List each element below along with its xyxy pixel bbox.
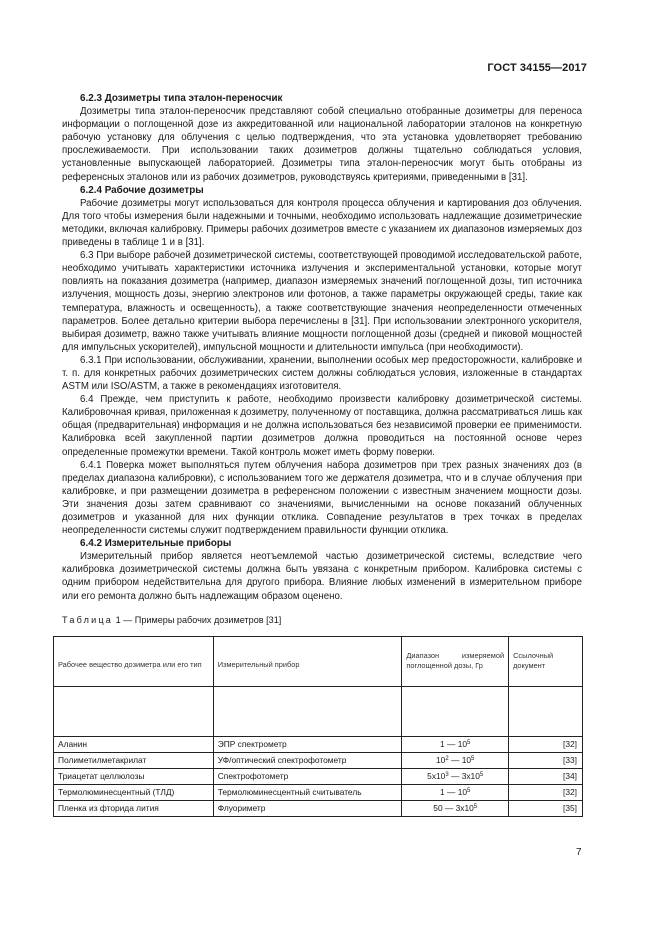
table-row (54, 736, 583, 752)
cell-dose-range: 1 — $10^5$ (402, 784, 509, 800)
paragraph-6-2-4: Рабочие дозиметры могут использоваться для контроля процесса облучения и картирования доз облучения. Для того чтобы измерения были надежными и точными, необходимо использовать надлежащие дозиметрические методики, включая калибровку. Примеры рабочих дозиметров вместе с указанием их диапазонов измеряемых доз приведены в таблице 1 и в [31]. (62, 197, 582, 249)
cell-instrument: Спектрофотометр (213, 768, 402, 784)
section-heading-6-2-4: 6.2.4 Рабочие дозиметры (80, 184, 204, 196)
paragraph-6-4-2: Измерительный прибор является неотъемлемой частью дозиметрической системы, вследствие чего калибровка дозиметрической системы должна быть увязана с конкретным прибором. Калибровка системы с одним прибором недействительна для другого прибора. Влияние любых изменений в измерительном приборе или его ремонта должно быть надлежащим образом оценено. (62, 551, 582, 602)
paragraph-6-4-1: 6.4.1 Поверка может выполняться путем облучения набора дозиметров при трех разных значениях доз (в пределах диапазона калибровки), с использованием того же держателя дозиметра, что и в случае облучения при калибровке, и при размещении дозиметра в референсном положении с известным значением мощности дозы. Эти значения дозы затем сравнивают со значениями, вычисленными на основе показаний облученных дозиметров и указанной для них функции отклика. Совпадение результатов в трех точках в пределах неопределенности системы служит подтверждением правильности функции отклика. (62, 459, 582, 537)
header-material: Рабочее вещество дозиметра или его тип (54, 636, 214, 686)
page-number: 7 (576, 847, 582, 858)
cell-reference: [35] (509, 800, 583, 816)
cell-dose-range: 1 — $10^5$ (402, 736, 509, 752)
section-heading-6-4-2: 6.4.2 Измерительные приборы (80, 538, 232, 550)
cell-material: Аланин (54, 736, 214, 752)
paragraph-6-2-3: Дозиметры типа эталон-переносчик представляют собой специально отобранные дозиметры для переноса информации о поглощенной дозе из аккредитованной или национальной лаборатории эталонов на конкретную рабочую установку для облучения с целью подтверждения, что эта установка удовлетворяет требованию прослеживаемости. При использовании таких дозиметров должны тщательно соблюдаться условия, установленные выпускающей лабораторией. Дозиметры типа эталон-переносчик могут быть отобраны из референсных эталонов или из рабочих дозиметров, руководствуясь критериями, приведенными в [31]. (62, 106, 582, 183)
cell-instrument: ЭПР спектрометр (213, 736, 402, 752)
cell-material: Термолюминесцентный (ТЛД) (54, 784, 214, 800)
document-code: ГОСТ 34155—2017 (487, 62, 587, 74)
cell-material: Пленка из фторида лития (54, 800, 214, 816)
paragraph-6-3-1: 6.3.1 При использовании, обслуживании, хранении, выполнении особых мер предосторожности, калибровке и т. п. для конкретных рабочих дозиметрических систем должны соблюдаться условия, изложенные в стандартах ASTM или ISO/ASTM, а также в рекомендациях изготовителя. (62, 354, 582, 393)
cell-instrument: Термолюминесцентный считыватель (213, 784, 402, 800)
cell-dose-range: 50 — $3x10^5$ (402, 800, 509, 816)
cell-dose-range: $10^2$ — $10^5$ (402, 752, 509, 768)
header-dose-range: Диапазон измеряемой поглощенной дозы, Гр (402, 636, 509, 686)
table-caption (62, 614, 582, 627)
table-header-spacer (54, 686, 583, 736)
table-row (54, 784, 583, 800)
cell-material: Полиметилметакрилат (54, 752, 214, 768)
cell-reference: [34] (509, 768, 583, 784)
cell-reference: [32] (509, 736, 583, 752)
cell-reference: [33] (509, 752, 583, 768)
paragraph-6-3: 6.3 При выборе рабочей дозиметрической системы, соответствующей проводимой исследовательской работе, необходимо учитывать характеристики источника излучения и экспериментальной установки, которые могут повлиять на показания дозиметра (например, диапазон измеряемых значений поглощенной дозы, тип источника излучения, мощность дозы, энергию электронов или фотонов, а также параметры окружающей среды, такие как температура, влажность и освещенность), а также соответствующие значения неопределенности отмеченных параметров. Более детально критерии выбора перечислены в [31]. При использовании электронного ускорителя, выбирая дозиметр, важно также учитывать влияние мощности поглощенной дозы (средней и пиковой мощностей для импульсных ускорителей), импульсной мощности и длительности импульса (при необходимости). (62, 250, 582, 353)
table-caption-label: Таблица (62, 614, 114, 625)
cell-reference: [32] (509, 784, 583, 800)
cell-dose-range: $5x10^3$ — $3x10^5$ (402, 768, 509, 784)
table-row (54, 800, 583, 816)
table-caption-title: 1 — Примеры рабочих дозиметров [31] (113, 614, 282, 625)
cell-instrument: УФ/оптический спектрофотометр (213, 752, 402, 768)
header-instrument: Измерительный прибор (213, 636, 402, 686)
table-row (54, 768, 583, 784)
document-body (58, 92, 582, 817)
paragraph-6-4: 6.4 Прежде, чем приступить к работе, необходимо произвести калибровку дозиметрической системы. Калибровочная кривая, приложенная к дозиметру, полученному от поставщика, должна рассматриваться лишь как общая (предварительная) информация и не должна использоваться без независимой проверки ее применимости. Калибровка всей закупленной партии дозиметров должна проводиться на постоянной основе через определенные промежутки времени. Такой контроль может иметь форму поверки. (62, 394, 582, 458)
cell-instrument: Флуориметр (213, 800, 402, 816)
section-heading-6-2-3: 6.2.3 Дозиметры типа эталон-переносчик (80, 93, 283, 104)
cell-material: Триацетат целлюлозы (54, 768, 214, 784)
header-reference: Ссылочный документ (509, 636, 583, 686)
table-header-row (54, 636, 583, 686)
table-row (54, 752, 583, 768)
dosimeters-table (53, 636, 583, 817)
